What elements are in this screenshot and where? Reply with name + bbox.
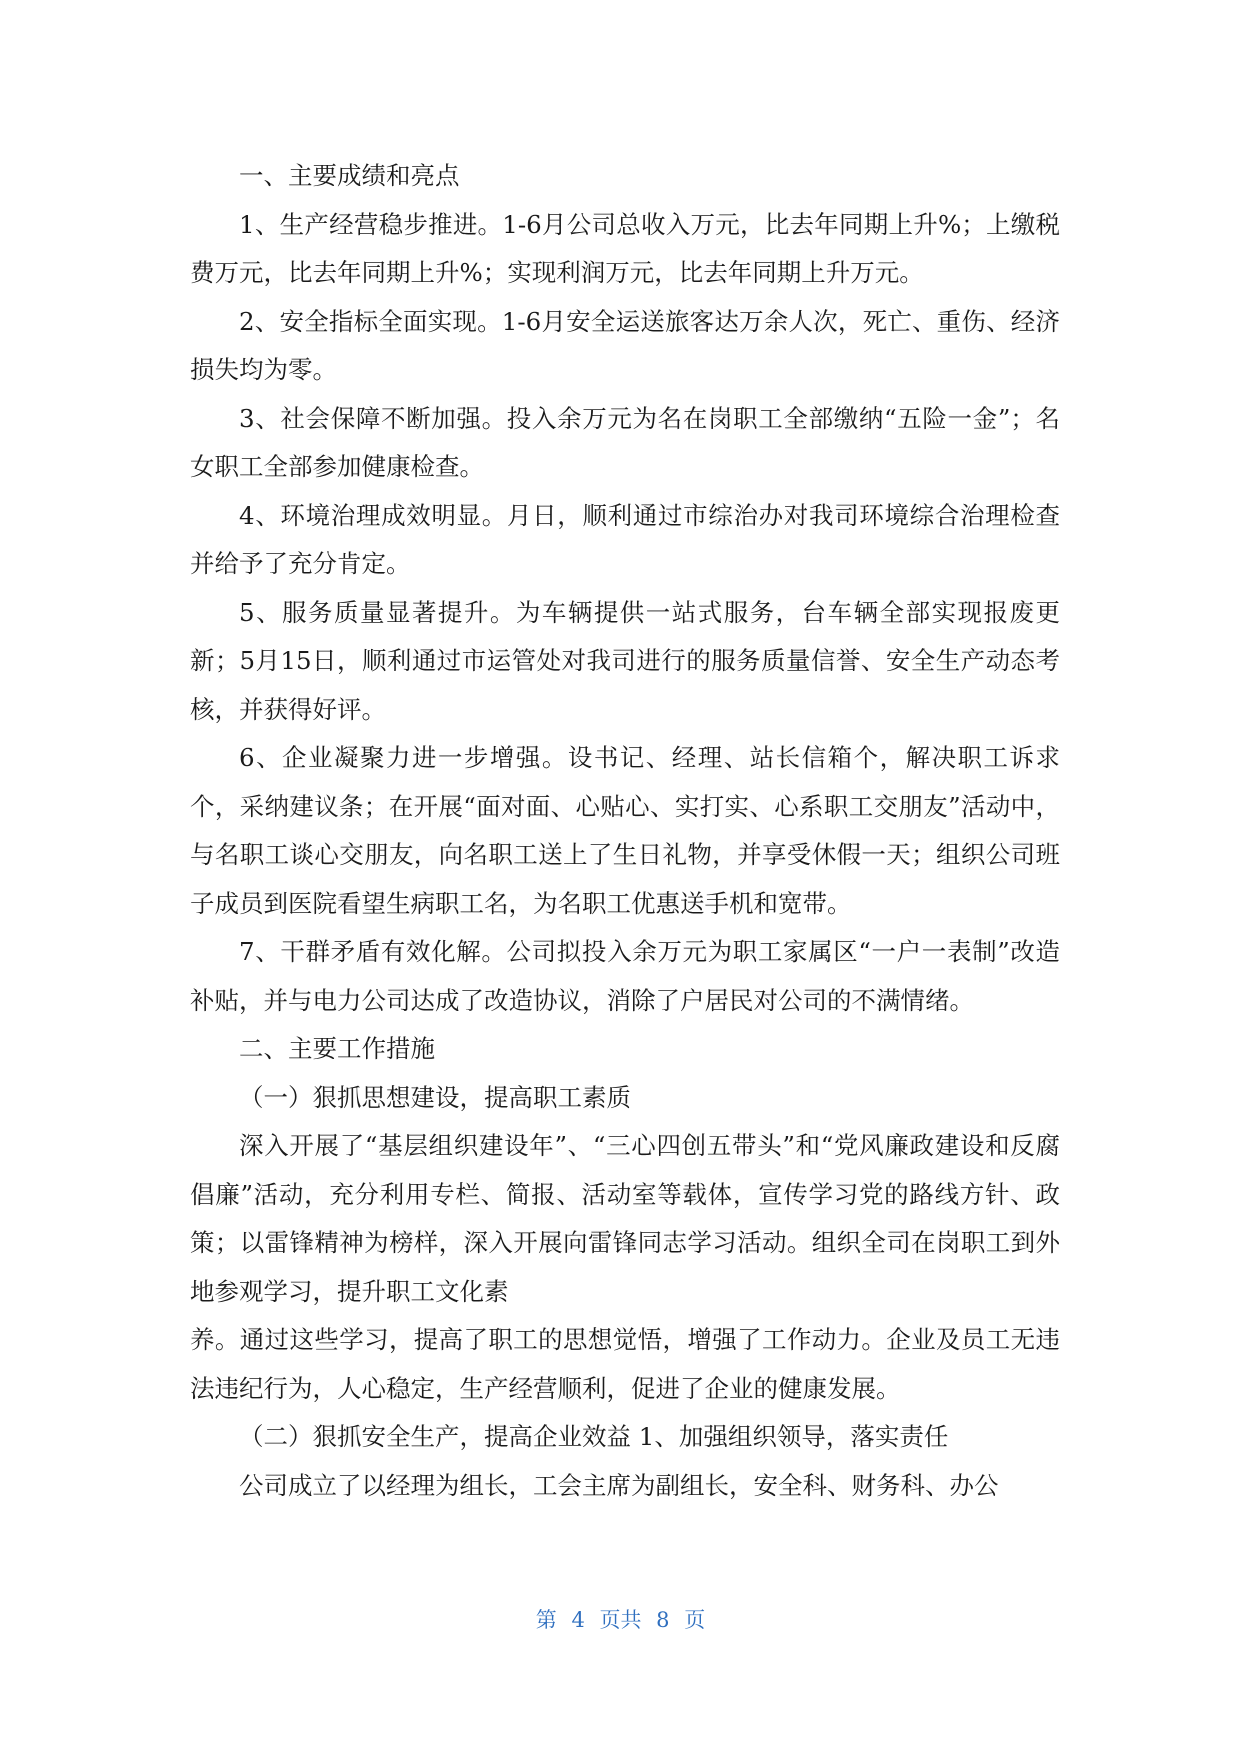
section-heading-1: 一、主要成绩和亮点 [239, 161, 460, 190]
paragraph-item-7: 7、干群矛盾有效化解。公司拟投入余万元为职工家属区“一户一表制”改造补贴，并与电力公司达成了改造协议，消除了户居民对公司的不满情绪。 [190, 937, 1060, 1015]
paragraph-item-4: 4、环境治理成效明显。月日，顺利通过市综治办对我司环境综合治理检查并给予了充分肯定。 [190, 500, 1060, 578]
subsection-heading-2: （二）狠抓安全生产，提高企业效益 1、加强组织领导，落实责任 [239, 1422, 949, 1451]
paragraph-organization: 公司成立了以经理为组长，工会主席为副组长，安全科、财务科、办公 [239, 1470, 999, 1500]
page-footer: 第 4 页共 8 页 [535, 1608, 706, 1632]
paragraph-thought-building: 深入开展了“基层组织建设年”、“三心四创五带头”和“党风廉政建设和反腐倡廉”活动，充分利用专栏、简报、活动室等载体，宣传学习党的路线方针、政策；以雷锋精神为榜样，深入开展向雷锋同志学习活动。组织全司在岗职工到外地参观学习，提升职工文化素 [190, 1131, 1060, 1306]
section-heading-2: 二、主要工作措施 [239, 1034, 435, 1063]
paragraph-item-1: 1、生产经营稳步推进。1-6月公司总收入万元，比去年同期上升%；上缴税费万元，比去年同期上升%；实现利润万元，比去年同期上升万元。 [190, 209, 1060, 287]
paragraph-item-6: 6、企业凝聚力进一步增强。设书记、经理、站长信箱个，解决职工诉求个，采纳建议条；在开展“面对面、心贴心、实打实、心系职工交朋友”活动中，与名职工谈心交朋友，向名职工送上了生日礼物，并享受休假一天；组织公司班子成员到医院看望生病职工名，为名职工优惠送手机和宽带。 [190, 743, 1060, 918]
paragraph-thought-building-cont: 养。通过这些学习，提高了职工的思想觉悟，增强了工作动力。企业及员工无违法违纪行为，人心稳定，生产经营顺利，促进了企业的健康发展。 [190, 1325, 1060, 1403]
document-body [190, 152, 1060, 1510]
subsection-heading-1: （一）狠抓思想建设，提高职工素质 [239, 1082, 631, 1112]
paragraph-item-3: 3、社会保障不断加强。投入余万元为名在岗职工全部缴纳“五险一金”；名女职工全部参加健康检查。 [190, 403, 1060, 481]
paragraph-item-2: 2、安全指标全面实现。1-6月安全运送旅客达万余人次，死亡、重伤、经济损失均为零。 [190, 306, 1060, 384]
paragraph-item-5: 5、服务质量显著提升。为车辆提供一站式服务，台车辆全部实现报废更新；5月15日，顺利通过市运管处对我司进行的服务质量信誉、安全生产动态考核，并获得好评。 [190, 597, 1060, 724]
